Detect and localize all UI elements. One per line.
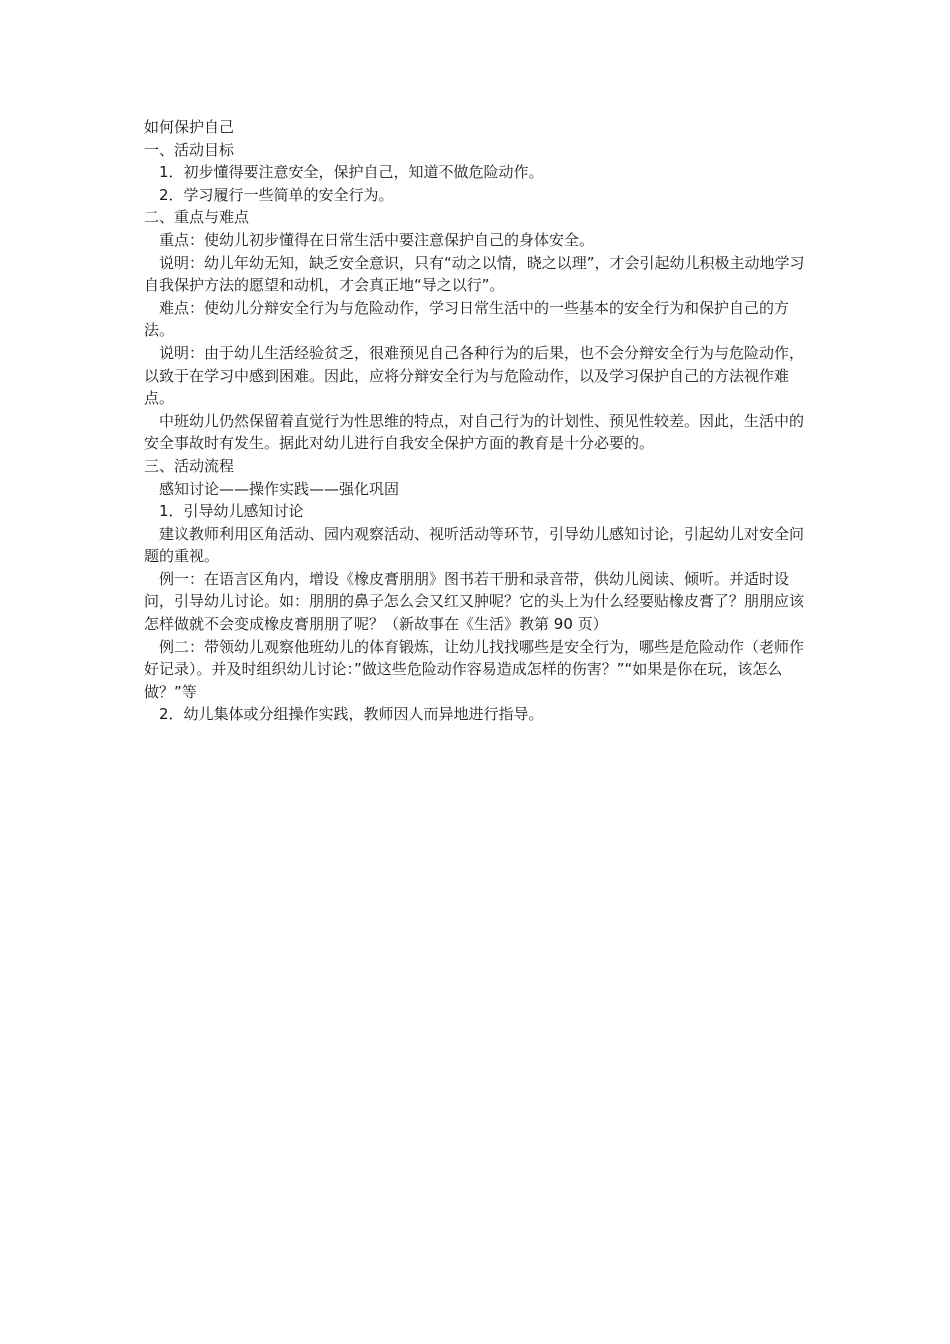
example-2: 例二：带领幼儿观察他班幼儿的体育锻炼，让幼儿找找哪些是安全行为，哪些是危险动作（老师作好记录）。并及时组织幼儿讨论：”做这些危险动作容易造成怎样的伤害？”“如果是你在玩，该怎么做？”等 <box>144 637 805 701</box>
process-step-1: 1．引导幼儿感知讨论 <box>159 502 304 521</box>
process-overview: 感知讨论——操作实践——强化巩固 <box>159 479 400 498</box>
example-1: 例一：在语言区角内，增设《橡皮膏朋朋》图书若干册和录音带，供幼儿阅读、倾听。并适时设问，引导幼儿讨论。如：朋朋的鼻子怎么会又红又肿呢？它的头上为什么经要贴橡皮膏了？朋朋应该怎样做就不会变成橡皮膏朋朋了呢？（新故事在《生活》教第 90 页） <box>144 569 805 634</box>
section-heading-focus: 二、重点与难点 <box>144 208 250 227</box>
goal-item-1: 1．初步懂得要注意安全，保护自己，知道不做危险动作。 <box>159 163 544 182</box>
background-paragraph: 中班幼儿仍然保留着直觉行为性思维的特点，对自己行为的计划性、预见性较差。因此，生活中的安全事故时有发生。据此对幼儿进行自我安全保护方面的教育是十分必要的。 <box>144 411 805 453</box>
process-step-2: 2．幼儿集体或分组操作实践，教师因人而异地进行指导。 <box>159 705 544 724</box>
goal-item-2: 2．学习履行一些简单的安全行为。 <box>159 185 394 204</box>
process-step-1-suggestion: 建议教师利用区角活动、园内观察活动、视听活动等环节，引导幼儿感知讨论，引起幼儿对安全问题的重视。 <box>144 524 805 566</box>
section-heading-goals: 一、活动目标 <box>144 140 235 159</box>
focus-paragraph: 重点：使幼儿初步懂得在日常生活中要注意保护自己的身体安全。 <box>159 230 595 249</box>
document-title: 如何保护自己 <box>144 118 235 136</box>
document-body <box>144 116 809 726</box>
section-heading-process: 三、活动流程 <box>144 456 235 475</box>
difficulty-paragraph: 难点：使幼儿分辩安全行为与危险动作，学习日常生活中的一些基本的安全行为和保护自己的方法。 <box>144 298 790 340</box>
focus-explanation: 说明：幼儿年幼无知，缺乏安全意识，只有“动之以情，晓之以理”，才会引起幼儿积极主动地学习自我保护方法的愿望和动机，才会真正地“导之以行”。 <box>144 253 805 295</box>
difficulty-explanation: 说明：由于幼儿生活经验贫乏，很难预见自己各种行为的后果，也不会分辩安全行为与危险动作，以致于在学习中感到困难。因此，应将分辩安全行为与危险动作，以及学习保护自己的方法视作难点。 <box>144 343 805 408</box>
